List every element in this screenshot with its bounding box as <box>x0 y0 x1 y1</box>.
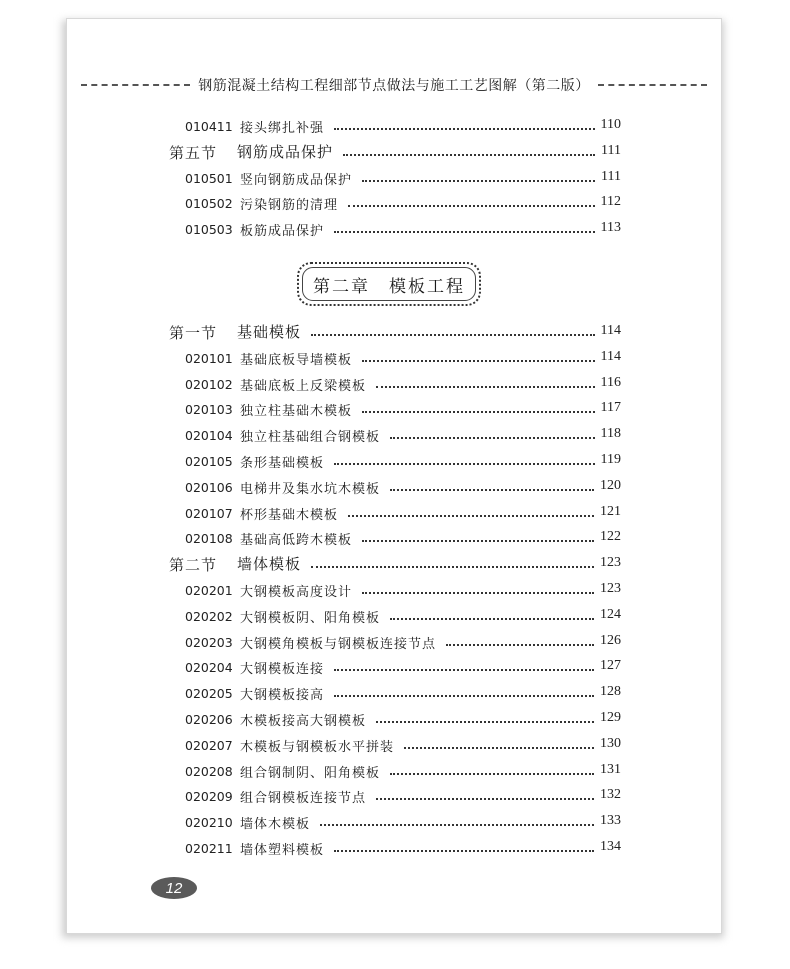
entry-title: 污染钢筋的清理 <box>240 198 339 214</box>
entry-code: 010503 <box>185 222 233 238</box>
entry-title: 木模板与钢模板水平拼装 <box>240 739 395 755</box>
dot-leader <box>334 231 595 233</box>
dot-leader <box>320 824 594 826</box>
header-dash-left <box>81 84 190 86</box>
toc-entry-row <box>67 761 721 783</box>
entry-code: 020209 <box>185 789 233 805</box>
dot-leader <box>334 850 594 852</box>
entry-page-number: 121 <box>600 503 621 519</box>
dot-leader <box>362 540 594 542</box>
entry-code: 020108 <box>185 531 233 547</box>
entry-title: 条形基础模板 <box>240 456 325 471</box>
entry-code: 020207 <box>185 737 233 753</box>
entry-title: 独立柱基础木模板 <box>240 404 353 420</box>
dot-leader <box>334 128 595 130</box>
dot-leader <box>376 721 594 723</box>
entry-code: 020105 <box>185 454 233 469</box>
entry-page-number: 113 <box>600 220 621 236</box>
entry-page-number: 126 <box>600 632 621 648</box>
dot-leader <box>311 566 594 568</box>
entry-title: 基础底板导墙模板 <box>240 352 353 368</box>
chapter-title: 第二章 模板工程 <box>313 276 465 297</box>
dot-leader <box>334 463 595 465</box>
header-dash-right <box>598 84 707 86</box>
entry-code: 020203 <box>185 634 233 650</box>
dot-leader <box>311 334 595 336</box>
entry-code: 020101 <box>185 350 233 366</box>
entry-code: 020107 <box>185 505 233 521</box>
entry-page-number: 111 <box>601 142 621 158</box>
dot-leader <box>390 618 594 620</box>
toc-entry-row <box>67 399 721 421</box>
toc-entry-row <box>67 786 721 808</box>
toc-entry-row <box>67 193 721 215</box>
entry-title: 大钢模板接高 <box>240 688 325 704</box>
entry-title: 基础高低跨木模板 <box>240 533 353 549</box>
entry-code: 020208 <box>185 763 233 779</box>
section-number: 第一节 <box>169 324 218 342</box>
entry-page-number: 112 <box>600 194 621 210</box>
dot-leader <box>362 592 594 594</box>
entry-title: 独立柱基础组合钢模板 <box>240 430 381 446</box>
entry-code: 020102 <box>185 376 233 392</box>
entry-code: 010502 <box>185 196 233 212</box>
entry-title: 木模板接高大钢模板 <box>240 714 367 729</box>
dot-leader <box>348 205 595 207</box>
entry-code: 020210 <box>185 815 233 831</box>
dot-leader <box>390 773 594 775</box>
entry-title: 墙体木模板 <box>240 817 311 833</box>
dot-leader <box>362 180 595 182</box>
entry-page-number: 119 <box>600 452 621 467</box>
entry-page-number: 116 <box>600 374 621 390</box>
dot-leader <box>348 515 594 517</box>
dot-leader <box>446 644 594 646</box>
entry-title: 基础底板上反梁模板 <box>240 378 367 394</box>
toc-entry-row <box>67 348 721 370</box>
toc-entry-row <box>67 528 721 550</box>
entry-page-number: 110 <box>600 117 621 132</box>
section-title: 钢筋成品保护 <box>237 142 334 161</box>
entry-title: 大钢模板阴、阳角模板 <box>240 610 381 626</box>
section-number: 第二节 <box>169 556 218 575</box>
dot-leader <box>390 437 595 439</box>
entry-title: 板筋成品保护 <box>240 224 325 240</box>
entry-page-number: 131 <box>600 761 621 777</box>
entry-title: 墙体塑料模板 <box>240 843 325 858</box>
entry-page-number: 134 <box>600 839 621 854</box>
toc-entry-row <box>67 606 721 628</box>
entry-page-number: 114 <box>600 348 621 364</box>
entry-page-number: 118 <box>600 426 621 442</box>
entry-page-number: 133 <box>600 813 621 829</box>
entry-code: 020202 <box>185 608 233 624</box>
toc-entry-row <box>67 503 721 525</box>
toc-entry-row <box>67 477 721 499</box>
entry-page-number: 132 <box>600 787 621 803</box>
dot-leader <box>376 798 594 800</box>
dot-leader <box>334 669 594 671</box>
entry-code: 020205 <box>185 686 233 702</box>
entry-page-number: 129 <box>600 710 621 725</box>
dot-leader <box>404 747 594 749</box>
entry-title: 杯形基础木模板 <box>240 507 339 523</box>
page-number: 12 <box>165 879 183 897</box>
section-title: 墙体模板 <box>237 555 302 574</box>
toc-entry-row <box>67 116 721 138</box>
dot-leader <box>343 154 595 156</box>
entry-code: 020201 <box>185 583 233 598</box>
entry-title: 组合钢模板连接节点 <box>240 791 367 807</box>
entry-page-number: 123 <box>600 581 621 596</box>
dot-leader <box>376 386 595 388</box>
toc-section-row <box>67 142 721 164</box>
entry-title: 大钢模板连接 <box>240 662 325 678</box>
entry-code: 010501 <box>185 170 233 186</box>
toc-entry-row <box>67 735 721 757</box>
section-title: 基础模板 <box>237 323 302 341</box>
toc-entry-row <box>67 812 721 834</box>
entry-page-number: 124 <box>600 606 621 622</box>
toc-entry-row <box>67 709 721 731</box>
toc-entry-row <box>67 219 721 241</box>
page-number-badge <box>151 877 197 899</box>
entry-code: 020104 <box>185 428 233 444</box>
running-header <box>81 75 707 95</box>
entry-code: 020106 <box>185 479 233 495</box>
entry-page-number: 117 <box>600 400 621 416</box>
entry-page-number: 122 <box>600 529 621 545</box>
toc-entry-row <box>67 683 721 705</box>
entry-title: 接头绑扎补强 <box>240 121 325 136</box>
entry-code: 010411 <box>185 119 233 134</box>
entry-page-number: 120 <box>600 477 621 493</box>
chapter-heading <box>297 262 481 306</box>
document-page <box>66 18 722 934</box>
entry-page-number: 127 <box>600 658 621 674</box>
dot-leader <box>362 360 595 362</box>
entry-page-number: 111 <box>601 168 621 184</box>
entry-title: 组合钢制阴、阳角模板 <box>240 765 381 781</box>
entry-code: 020103 <box>185 402 233 418</box>
entry-title: 大钢模板高度设计 <box>240 585 353 600</box>
entry-code: 020211 <box>185 841 233 856</box>
entry-title: 竖向钢筋成品保护 <box>240 172 353 188</box>
entry-page-number: 130 <box>600 735 621 751</box>
toc-entry-row <box>67 374 721 396</box>
entry-page-number: 123 <box>600 555 621 571</box>
entry-code: 020204 <box>185 660 233 676</box>
toc-section-row <box>67 554 721 576</box>
toc-entry-row <box>67 425 721 447</box>
book-title: 钢筋混凝土结构工程细部节点做法与施工工艺图解（第二版） <box>198 78 590 94</box>
entry-title: 电梯井及集水坑木模板 <box>240 481 381 497</box>
toc-entry-row <box>67 451 721 473</box>
section-number: 第五节 <box>169 143 218 162</box>
entry-title: 大钢模角模板与钢模板连接节点 <box>240 636 437 652</box>
entry-page-number: 128 <box>600 684 621 700</box>
dot-leader <box>362 411 595 413</box>
entry-page-number: 114 <box>600 323 621 338</box>
toc-entry-row <box>67 657 721 679</box>
toc-entry-row <box>67 168 721 190</box>
toc-section-row <box>67 322 721 344</box>
toc-entry-row <box>67 632 721 654</box>
dot-leader <box>390 489 594 491</box>
dot-leader <box>334 695 594 697</box>
entry-code: 020206 <box>185 712 233 727</box>
toc-entry-row <box>67 838 721 860</box>
toc-entry-row <box>67 580 721 602</box>
